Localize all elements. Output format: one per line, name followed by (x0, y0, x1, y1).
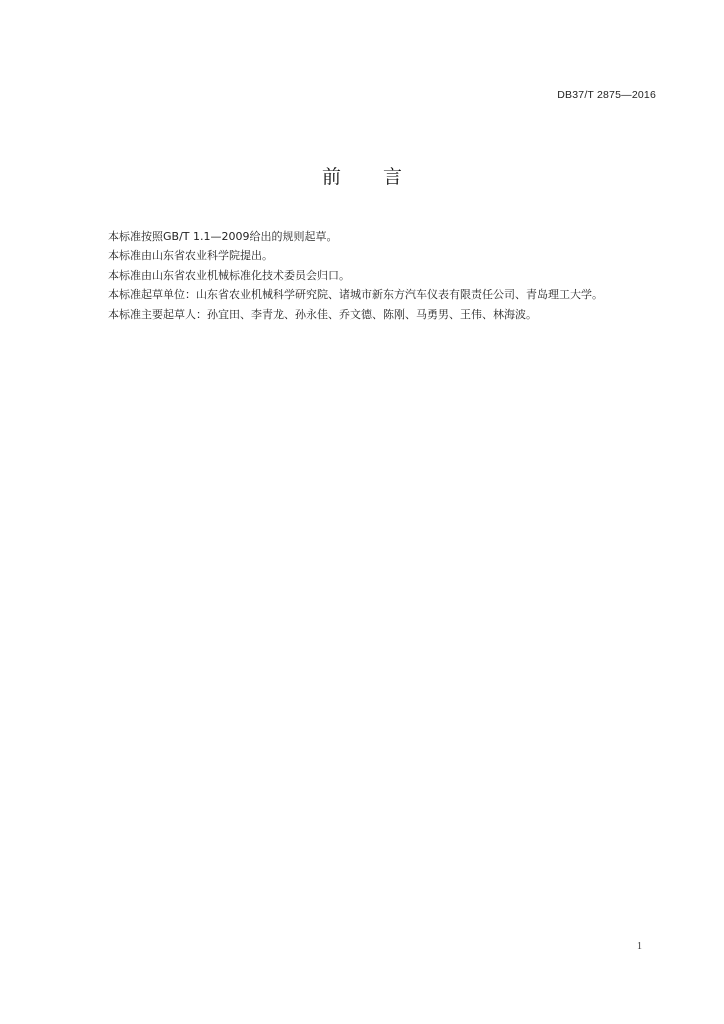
paragraph-technical-committee: 本标准由山东省农业机械标准化技术委员会归口。 (108, 268, 350, 282)
paragraph-drafting-rules: 本标准按照GB/T 1.1—2009给出的规则起草。 (108, 230, 338, 243)
page-title: 前 言 (321, 166, 421, 188)
paragraph-main-drafters: 本标准主要起草人：孙宜田、李青龙、孙永佳、乔文德、陈刚、马勇男、王伟、林海波。 (108, 307, 537, 321)
standard-code: DB37/T 2875—2016 (557, 89, 656, 101)
paragraph-proposer: 本标准由山东省农业科学院提出。 (108, 249, 273, 263)
paragraph-drafting-units: 本标准起草单位：山东省农业机械科学研究院、诸城市新东方汽车仪表有限责任公司、青岛理工大学。 (108, 288, 603, 302)
foreword-body (86, 227, 660, 324)
page-number: 1 (637, 941, 642, 952)
